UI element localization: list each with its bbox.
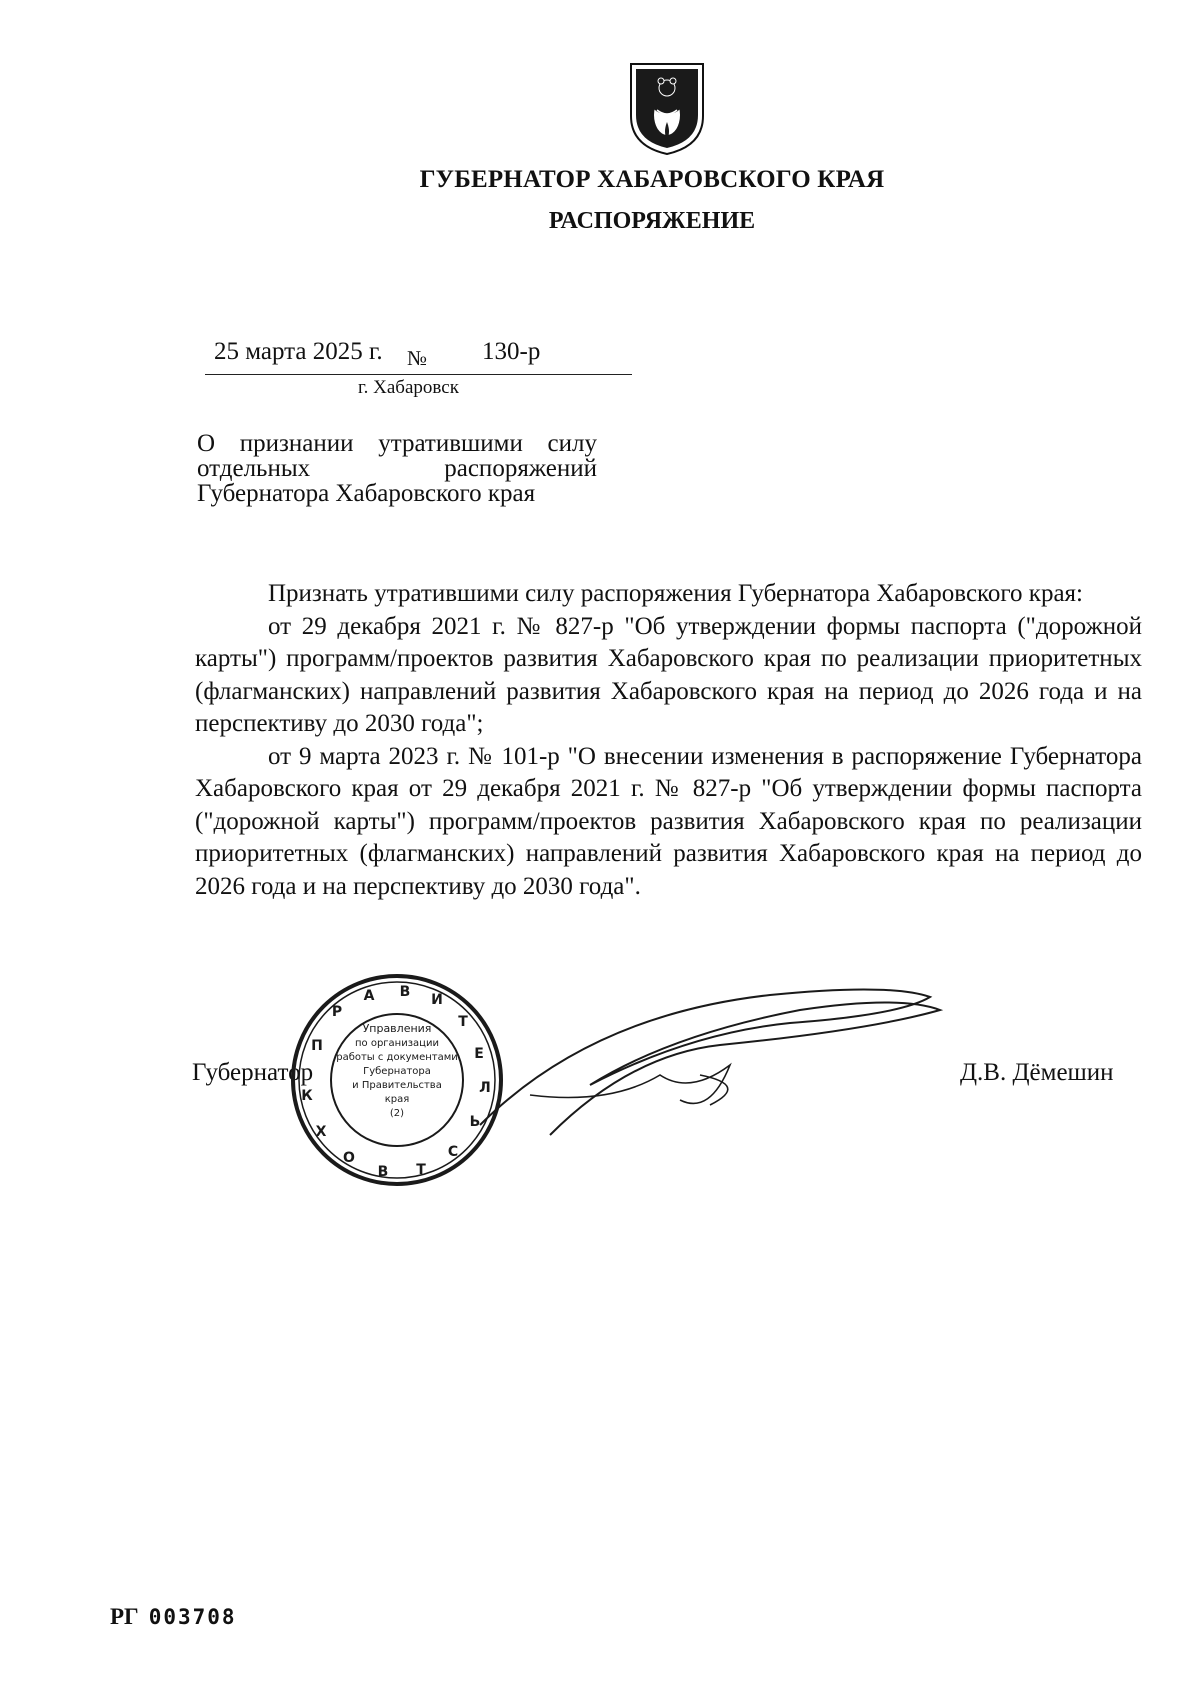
svg-text:Р: Р <box>331 1004 343 1020</box>
number-sign: № <box>407 346 428 370</box>
document-type: РАСПОРЯЖЕНИЕ <box>548 208 756 234</box>
svg-text:Губернатора: Губернатора <box>363 1066 431 1077</box>
body-paragraph-3: от 9 марта 2023 г. № 101-р "О внесении изменения в распоряжение Губернатора Хабаровского края от 29 декабря 2021 г. № 827-р "Об утверждении формы паспорта ("дорожной карты") программ/проектов развития Хабаровского края по реализации приоритетных (флагманских) направлений развития Хабаровского края на период до 2026 года и на перспективу до 2030 года". <box>195 742 1142 900</box>
svg-text:В: В <box>399 984 411 1000</box>
document-city: г. Хабаровск <box>358 377 459 398</box>
subject-line-3: Губернатора Хабаровского края <box>197 480 536 507</box>
date-underline <box>205 374 632 375</box>
svg-text:работы с документами: работы с документами <box>336 1052 458 1063</box>
svg-text:Е: Е <box>474 1046 484 1062</box>
svg-text:и Правительства: и Правительства <box>352 1080 442 1091</box>
svg-text:А: А <box>363 988 375 1004</box>
form-serial-number: 003708 <box>148 1605 237 1629</box>
issuer-title: ГУБЕРНАТОР ХАБАРОВСКОГО КРАЯ <box>419 166 885 193</box>
svg-text:края: края <box>384 1094 410 1105</box>
document-body <box>195 578 1142 903</box>
svg-text:С: С <box>447 1144 459 1160</box>
svg-text:О: О <box>343 1150 355 1166</box>
document-date: 25 марта 2025 г. <box>214 338 383 365</box>
subject-line-1: О признании утратившими силу <box>197 430 597 457</box>
svg-text:Т: Т <box>458 1014 468 1030</box>
body-paragraph-2: от 29 декабря 2021 г. № 827-р "Об утверждении формы паспорта ("дорожной карты") программ/проектов развития Хабаровского края по реализации приоритетных (флагманских) направлений развития Хабаровского края на период до 2026 года и на перспективу до 2030 года"; <box>195 612 1142 737</box>
svg-text:Л: Л <box>479 1080 491 1096</box>
svg-text:Т: Т <box>416 1162 426 1178</box>
body-paragraph-1: Признать утратившими силу распоряжения Губернатора Хабаровского края: <box>268 580 1083 607</box>
svg-text:П: П <box>311 1038 323 1054</box>
form-serial <box>110 1604 237 1630</box>
svg-text:В: В <box>377 1164 389 1180</box>
form-series: РГ <box>110 1604 139 1629</box>
document-number: 130-р <box>482 338 541 365</box>
svg-text:(2): (2) <box>389 1108 405 1119</box>
svg-text:Х: Х <box>315 1124 327 1140</box>
svg-text:И: И <box>431 992 443 1008</box>
svg-text:Ь: Ь <box>469 1114 481 1130</box>
handwritten-signature <box>470 975 950 1155</box>
svg-text:Управления: Управления <box>362 1022 432 1035</box>
document-subject <box>197 431 597 506</box>
subject-line-2: отдельных распоряжений <box>197 455 597 482</box>
signer-position: Губернатор <box>192 1059 314 1086</box>
signer-name: Д.В. Дёмешин <box>960 1059 1114 1086</box>
svg-text:по организации: по организации <box>355 1038 439 1049</box>
coat-of-arms-icon <box>627 60 707 156</box>
svg-text:К: К <box>301 1088 313 1104</box>
